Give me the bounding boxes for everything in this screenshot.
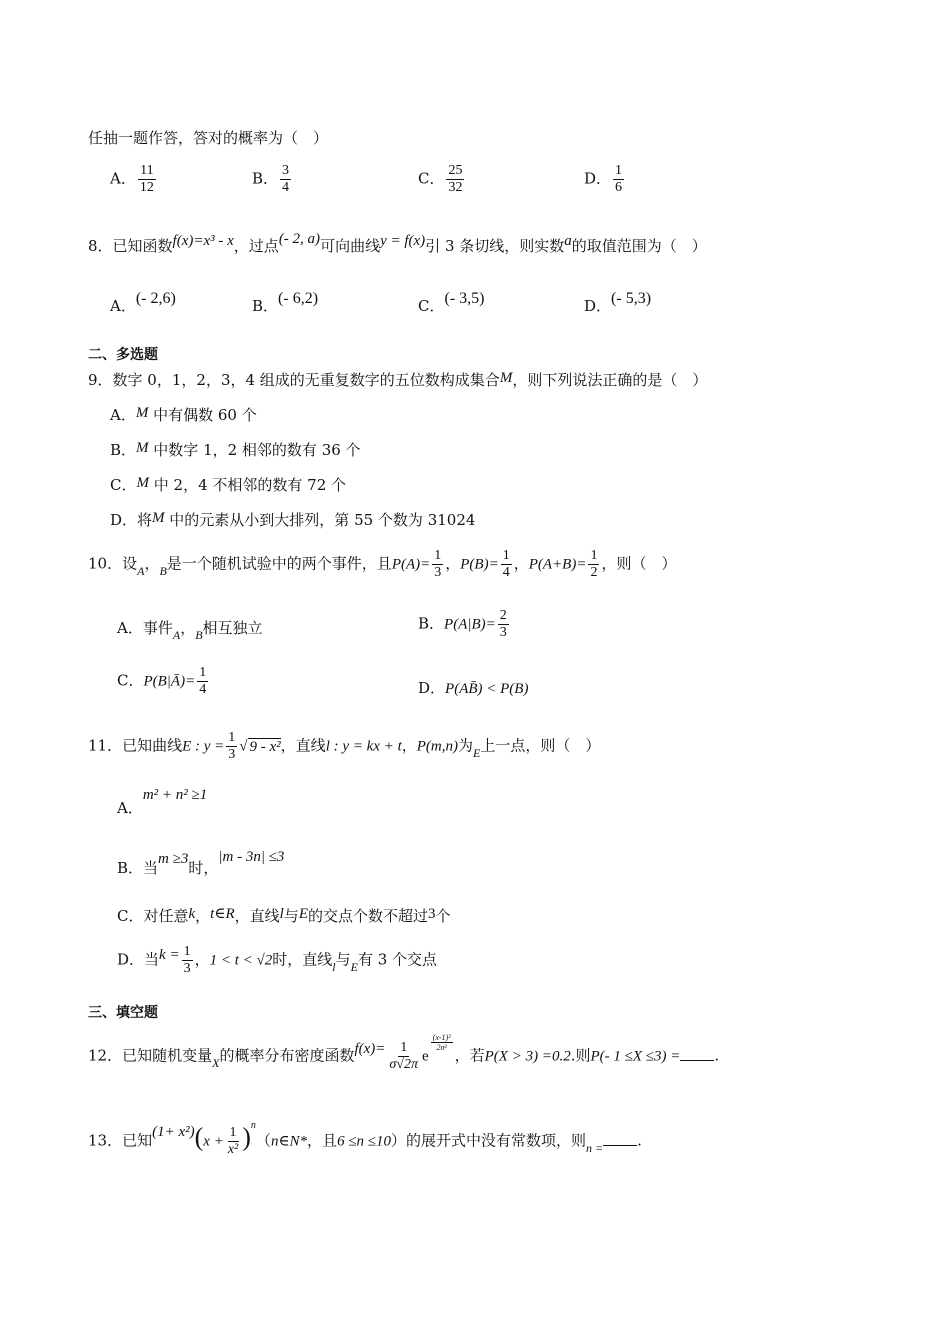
q8-option-d: D．(- 5,3)	[584, 290, 652, 315]
q13-answer-blank[interactable]	[603, 1131, 637, 1146]
q10-stem: 10．设$_A$，$_B$是一个随机试验中的两个事件，且P(A)= $\frac{1}{3}$ ，P(B)= $\frac{1}{4}$ ，P(A+B)= $\frac{1}{2}$ ，则（ ）	[88, 548, 677, 580]
q9-option-c: C．M 中 2，4 不相邻的数有 72 个	[110, 475, 346, 494]
q9-option-b: B．M 中数字 1，2 相邻的数有 36 个	[110, 440, 361, 459]
q8-option-a: A．(- 2,6)	[110, 290, 176, 315]
q12-answer-blank[interactable]	[680, 1046, 714, 1061]
q8-option-c: C．(- 3,5)	[418, 290, 485, 315]
q8-curve: y = f(x)	[380, 233, 426, 249]
q11-stem: 11．已知曲线E : y = $\frac{1}{3}$ √ 9 - x²，直线l : y = kx + t，P(m,n)为$_E$上一点，则（ ）	[88, 730, 601, 762]
q11-option-c: C．对任意k，t∈R，直线l与E的交点个数不超过3个	[117, 906, 451, 925]
q7-option-c: C． $\frac{25}{32}$	[418, 163, 463, 195]
q7-option-b: B． $\frac{3}{4}$	[252, 163, 290, 195]
q7-option-a-fraction: $\frac{11}{12}$	[139, 163, 154, 195]
q8-variable: a	[564, 233, 572, 249]
q10-option-c: C．P(B|Ā)= $\frac{1}{4}$	[117, 665, 207, 697]
q8-point: (- 2, a)	[278, 231, 321, 247]
q12-stem: 12．已知随机变量$_X$的概率分布密度函数f(x)= $\frac{1}{\sigma√2\pi}$ e $\frac{\text{(x-1)²}}{\text{2σ²}}$ ，若P(X > 3) =0.2.则P(- 1 ≤X ≤3) = .	[88, 1033, 720, 1072]
section-multiple-choice-title: 二、多选题	[88, 347, 158, 363]
q7-stem-tail: 任抽一题作答，答对的概率为（ ）	[88, 129, 329, 147]
q11-option-b: B．当m ≥3时，|m - 3n| ≤3	[117, 849, 285, 877]
q10-option-a: A．事件$_A$，$_B$相互独立	[117, 619, 263, 642]
section-fill-in-title: 三、填空题	[88, 1005, 158, 1021]
q8-option-b: B．(- 6,2)	[252, 290, 319, 315]
q7-option-d-fraction: $\frac{1}{6}$	[615, 163, 623, 195]
q7-option-a: A． $\frac{11}{12}$	[110, 163, 154, 195]
q7-option-d: D． $\frac{1}{6}$	[584, 163, 623, 195]
q8-stem: 8．已知函数f(x)=x³ - x，过点(- 2, a)可向曲线y = f(x)引 3 条切线，则实数a的取值范围为（ ）	[88, 231, 707, 255]
q9-option-a: A．M 中有偶数 60 个	[110, 405, 257, 424]
q7-option-b-fraction: $\frac{3}{4}$	[282, 163, 290, 195]
q8-function: f(x)=x³ - x	[172, 233, 234, 249]
q10-option-d: D．P(AB̄) < P(B)	[418, 679, 529, 697]
q10-option-b: B．P(A|B)= $\frac{2}{3}$	[418, 608, 507, 640]
q7-option-c-fraction: $\frac{25}{32}$	[448, 163, 463, 195]
q11-option-a: A．m² + n² ≥1	[117, 787, 208, 817]
q9-stem: 9．数字 0，1，2，3，4 组成的无重复数字的五位数构成集合M，则下列说法正确的是（ ）	[88, 370, 708, 389]
q11-option-d: D．当k = $\frac{1}{3}$ ，1 < t < √2时，直线$_l$与$_E$有 3 个交点	[117, 944, 438, 976]
q9-option-d: D．将M 中的元素从小到大排列，第 55 个数为 31024	[110, 510, 476, 529]
q13-stem: 13．已知(1+ x²)(x + $\frac{1}{\text{x²}}$ )$^n$（n∈N*，且6 ≤n ≤10）的展开式中没有常数项，则$_{n =}$ .	[88, 1119, 642, 1157]
